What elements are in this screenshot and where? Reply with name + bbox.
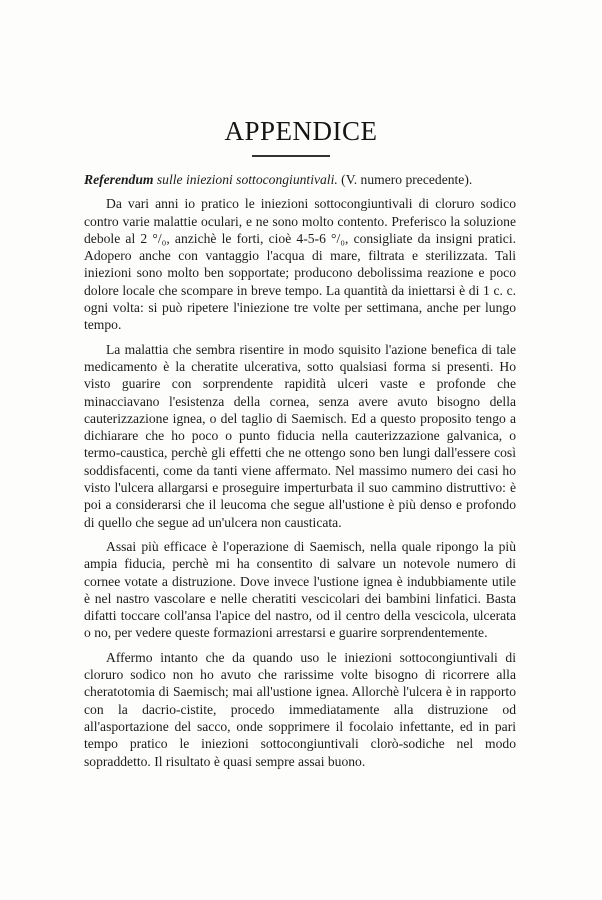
page-title: APPENDICE <box>224 116 378 146</box>
title-underline <box>252 155 330 157</box>
paragraph-2: La malattia che sembra risentire in modo squisito l'azione benefica di tale medicamento è la cheratite ulcerativa, sotto qualsiasi forma si presenti. Ho visto guarire con sorprendente rapidità ulceri vaste e profonde che minacciavano l'esistenza della cornea, senza avere avuto bisogno della cauterizzazione ignea, o del taglio di Saemisch. Ed a questo proposito tengo a dichiarare che ho poco o punto fiducia nella cauterizzazione galvanica, o termo-caustica, perchè gli effetti che ne ottengo sono ben lungi dall'essere così soddisfacenti, come da tanti viene affermato. Nel massimo numero dei casi ho visto l'ulcera allargarsi e proseguire imperturbata il suo cammino distruttivo: è poi a considerarsi che il leucoma che segue all'ustione è più denso e profondo di quello che segue ad un'ulcera non causticata. <box>84 341 516 530</box>
paragraph-4: Affermo intanto che da quando uso le iniezioni sottocongiuntivali di cloruro sodico non ho avuto che rarissime volte bisogno di ricorrere alla cheratotomia di Saemisch; mai all'ustione ignea. Allorchè l'ulcera è in rapporto con la dacrio-cistite, procedo immediatamente alla distruzione od all'asportazione del sacco, onde sopprimere il focolaio infettante, ed in pari tempo pratico le iniezioni sottocongiuntivali clorò-sodiche nel modo sopraddetto. Il risultato è quasi sempre assai buono. <box>84 649 516 769</box>
heading-reference: (V. numero precedente). <box>341 172 473 187</box>
heading-subject: sulle iniezioni sottocongiuntivali. <box>156 172 338 187</box>
section-heading <box>84 171 516 188</box>
article-body <box>84 171 516 770</box>
heading-keyword: Referendum <box>84 172 154 187</box>
paragraph-3: Assai più efficace è l'operazione di Saemisch, nella quale ripongo la più ampia fiducia, perchè mi ha consentito di salvare un notevole numero di cornee votate a distruzione. Dove invece l'ustione ignea è indubbiamente utile è nel nastro vascolare e nelle cheratiti vescicolari dei bambini linfatici. Basta difatti toccare coll'ansa l'apice del nastro, od il centro della vescicola, ulcerata o no, per vedere queste formazioni arrestarsi e guarire sorprendentemente. <box>84 538 516 641</box>
paragraph-1: Da vari anni io pratico le iniezioni sottocongiuntivali di cloruro sodico contro varie malattie oculari, e ne sono molto contento. Preferisco la soluzione debole al 2 °/₀, anzichè le forti, cioè 4-5-6 °/₀, consigliate da insigni pratici. Adopero anche con vantaggio l'acqua di mare, filtrata e sterilizzata. Tali iniezioni sono molto ben sopportate; producono debolissima reazione e poco dolore locale che scompare in breve tempo. La quantità da iniettarsi è di 1 c. c. ogni volta: si può ripetere l'iniezione tre volte per settimana, anche per lungo tempo. <box>84 196 516 333</box>
